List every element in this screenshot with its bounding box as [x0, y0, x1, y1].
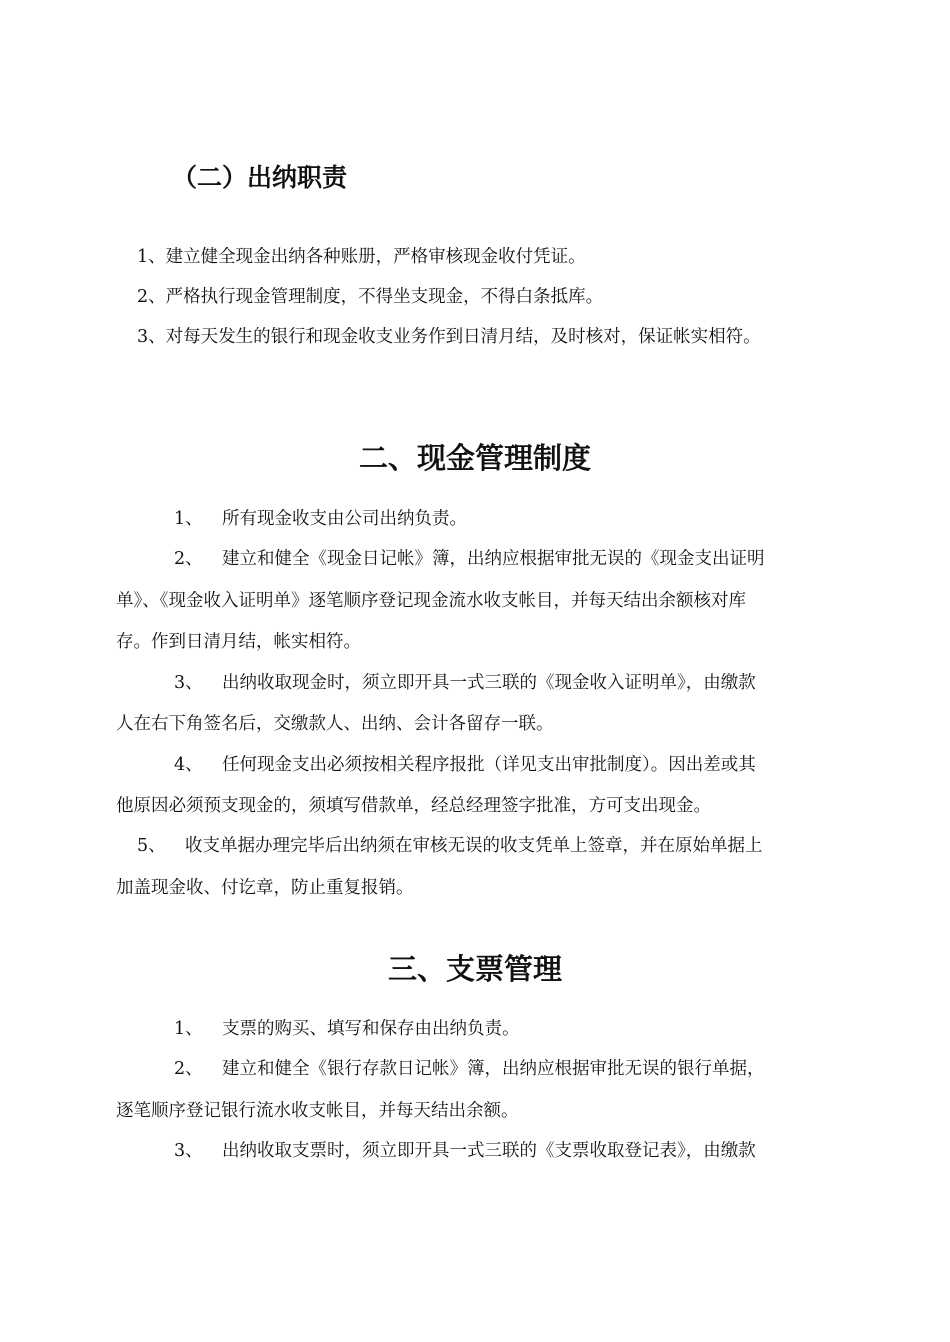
cheque-item-2-number: 2、: [174, 1059, 203, 1079]
cashier-duty-3: 3、对每天发生的银行和现金收支业务作到日清月结，及时核对，保证帐实相符。: [137, 327, 761, 347]
cash-item-5-line-2: 加盖现金收、付讫章，防止重复报销。: [116, 878, 414, 898]
cash-item-2-number: 2、: [174, 549, 203, 569]
cash-item-3-number: 3、: [174, 673, 203, 693]
cash-item-2-line-3: 存。作到日清月结，帐实相符。: [116, 632, 361, 652]
cashier-duties-heading: （二）出纳职责: [172, 163, 348, 192]
cash-item-4-line-2: 他原因必须预支现金的，须填写借款单，经总经理签字批准，方可支出现金。: [116, 796, 711, 816]
cash-item-2-line-1: 建立和健全《现金日记帐》簿，出纳应根据审批无误的《现金支出证明: [222, 549, 765, 569]
cheque-item-1-line-1: 支票的购买、填写和保存由出纳负责。: [222, 1019, 520, 1039]
cash-item-4-number: 4、: [174, 755, 203, 775]
cash-item-5-line-1: 收支单据办理完毕后出纳须在审核无误的收支凭单上签章，并在原始单据上: [185, 836, 763, 856]
cash-item-1-line-1: 所有现金收支由公司出纳负责。: [222, 509, 467, 529]
cheque-item-1-number: 1、: [174, 1019, 203, 1039]
cheque-management-heading: 三、支票管理: [387, 952, 562, 986]
cash-item-1-number: 1、: [174, 509, 203, 529]
cheque-item-2-line-2: 逐笔顺序登记银行流水收支帐目，并每天结出余额。: [116, 1101, 519, 1121]
cash-item-5-number: 5、: [137, 836, 166, 856]
cash-item-3-line-2: 人在右下角签名后，交缴款人、出纳、会计各留存一联。: [116, 714, 554, 734]
cash-management-heading: 二、现金管理制度: [358, 441, 591, 475]
cashier-duty-2: 2、严格执行现金管理制度，不得坐支现金，不得白条抵库。: [137, 287, 604, 307]
cash-item-2-line-2: 单》、《现金收入证明单》逐笔顺序登记现金流水收支帐目，并每天结出余额核对库: [116, 591, 746, 611]
cheque-item-3-line-1: 出纳收取支票时，须立即开具一式三联的《支票收取登记表》，由缴款: [222, 1141, 756, 1161]
cash-item-4-line-1: 任何现金支出必须按相关程序报批（详见支出审批制度）。因出差或其: [222, 755, 756, 775]
cash-item-3-line-1: 出纳收取现金时，须立即开具一式三联的《现金收入证明单》，由缴款: [222, 673, 756, 693]
cashier-duty-1: 1、建立健全现金出纳各种账册，严格审核现金收付凭证。: [137, 247, 586, 267]
cheque-item-3-number: 3、: [174, 1141, 203, 1161]
cheque-item-2-line-1: 建立和健全《银行存款日记帐》簿，出纳应根据审批无误的银行单据，: [222, 1059, 765, 1079]
